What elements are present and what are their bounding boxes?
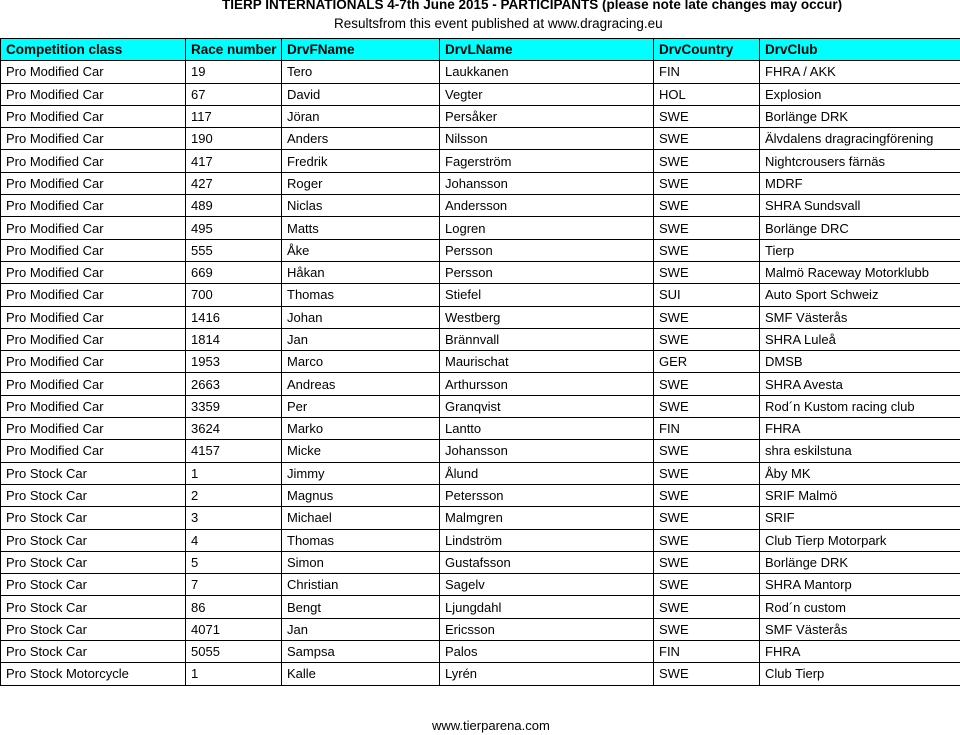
table-cell: 190 (186, 128, 282, 150)
table-cell: Persson (440, 261, 654, 283)
table-row (1, 484, 960, 506)
table-row (1, 507, 960, 529)
table-cell: Nilsson (440, 128, 654, 150)
table-cell: 1416 (186, 306, 282, 328)
table-cell: 5055 (186, 641, 282, 663)
table-row (1, 596, 960, 618)
table-cell: David (282, 83, 440, 105)
table-cell: Auto Sport Schweiz (760, 284, 960, 306)
table-cell: SWE (654, 440, 760, 462)
table-cell: SWE (654, 105, 760, 127)
table-cell: Pro Modified Car (1, 83, 186, 105)
table-row (1, 150, 960, 172)
column-header: Competition class (1, 39, 186, 61)
table-cell: Laukkanen (440, 61, 654, 83)
table-cell: Westberg (440, 306, 654, 328)
table-cell: Pro Modified Car (1, 172, 186, 194)
table-cell: Niclas (282, 195, 440, 217)
table-cell: HOL (654, 83, 760, 105)
table-row (1, 641, 960, 663)
table-row (1, 529, 960, 551)
table-cell: 3359 (186, 395, 282, 417)
table-cell: MDRF (760, 172, 960, 194)
table-row (1, 306, 960, 328)
table-row (1, 61, 960, 83)
table-cell: Sampsa (282, 641, 440, 663)
table-cell: 3624 (186, 418, 282, 440)
table-row (1, 551, 960, 573)
table-cell: Per (282, 395, 440, 417)
table-cell: SWE (654, 261, 760, 283)
table-cell: Persåker (440, 105, 654, 127)
table-cell: SWE (654, 306, 760, 328)
table-cell: Pro Modified Car (1, 328, 186, 350)
column-header: DrvCountry (654, 39, 760, 61)
table-cell: SWE (654, 395, 760, 417)
table-cell: 555 (186, 239, 282, 261)
table-cell: Pro Modified Car (1, 351, 186, 373)
table-row (1, 217, 960, 239)
table-cell: Palos (440, 641, 654, 663)
table-cell: Bengt (282, 596, 440, 618)
table-row (1, 83, 960, 105)
table-cell: SWE (654, 551, 760, 573)
table-cell: SWE (654, 462, 760, 484)
table-header-row (1, 39, 960, 61)
table-cell: SWE (654, 484, 760, 506)
table-cell: SWE (654, 529, 760, 551)
table-cell: 489 (186, 195, 282, 217)
table-row (1, 574, 960, 596)
table-row (1, 462, 960, 484)
table-cell: Nightcrousers färnäs (760, 150, 960, 172)
table-cell: Rod´n Kustom racing club (760, 395, 960, 417)
table-cell: Fredrik (282, 150, 440, 172)
table-cell: 3 (186, 507, 282, 529)
table-cell: Rod´n custom (760, 596, 960, 618)
table-cell: Anders (282, 128, 440, 150)
table-cell: DMSB (760, 351, 960, 373)
column-header: DrvClub (760, 39, 960, 61)
table-cell: Pro Stock Car (1, 596, 186, 618)
table-cell: 700 (186, 284, 282, 306)
table-cell: FIN (654, 61, 760, 83)
table-cell: SWE (654, 239, 760, 261)
table-cell: Persson (440, 239, 654, 261)
table-cell: FHRA (760, 641, 960, 663)
table-cell: FIN (654, 418, 760, 440)
table-cell: SHRA Avesta (760, 373, 960, 395)
table-cell: SHRA Mantorp (760, 574, 960, 596)
table-cell: SWE (654, 128, 760, 150)
table-cell: Pro Stock Car (1, 484, 186, 506)
table-cell: Michael (282, 507, 440, 529)
table-cell: SHRA Sundsvall (760, 195, 960, 217)
table-cell: Petersson (440, 484, 654, 506)
column-header: DrvLName (440, 39, 654, 61)
table-cell: Pro Modified Car (1, 195, 186, 217)
table-cell: Marco (282, 351, 440, 373)
table-row (1, 418, 960, 440)
table-row (1, 195, 960, 217)
table-cell: Lantto (440, 418, 654, 440)
table-cell: Borlänge DRC (760, 217, 960, 239)
table-cell: Pro Modified Car (1, 61, 186, 83)
table-cell: Johansson (440, 172, 654, 194)
table-cell: Club Tierp (760, 663, 960, 685)
table-cell: Åby MK (760, 462, 960, 484)
table-cell: 4 (186, 529, 282, 551)
table-cell: Pro Stock Car (1, 641, 186, 663)
table-cell: Pro Modified Car (1, 284, 186, 306)
participants-table (0, 38, 960, 686)
table-cell: Gustafsson (440, 551, 654, 573)
table-row (1, 395, 960, 417)
table-cell: Jimmy (282, 462, 440, 484)
table-cell: SRIF (760, 507, 960, 529)
table-cell: Pro Modified Car (1, 105, 186, 127)
table-cell: Pro Modified Car (1, 217, 186, 239)
table-row (1, 105, 960, 127)
column-header: Race number (186, 39, 282, 61)
table-cell: GER (654, 351, 760, 373)
table-cell: 1 (186, 462, 282, 484)
table-cell: Brännvall (440, 328, 654, 350)
table-cell: Pro Modified Car (1, 239, 186, 261)
table-cell: 669 (186, 261, 282, 283)
table-cell: Lindström (440, 529, 654, 551)
table-cell: Logren (440, 217, 654, 239)
table-cell: FIN (654, 641, 760, 663)
table-cell: 67 (186, 83, 282, 105)
table-cell: Pro Stock Car (1, 551, 186, 573)
table-cell: Andersson (440, 195, 654, 217)
table-cell: 417 (186, 150, 282, 172)
table-cell: Christian (282, 574, 440, 596)
subtitle-text: Resultsfrom this event published at www.dragracing.eu (334, 16, 663, 31)
table-cell: Pro Modified Car (1, 150, 186, 172)
table-row (1, 618, 960, 640)
column-header: DrvFName (282, 39, 440, 61)
table-cell: SWE (654, 172, 760, 194)
table-cell: SHRA Luleå (760, 328, 960, 350)
table-cell: 4071 (186, 618, 282, 640)
table-cell: Ericsson (440, 618, 654, 640)
table-cell: 1 (186, 663, 282, 685)
table-cell: Maurischat (440, 351, 654, 373)
table-cell: Thomas (282, 284, 440, 306)
table-cell: SWE (654, 328, 760, 350)
table-cell: Matts (282, 217, 440, 239)
table-cell: SMF Västerås (760, 618, 960, 640)
table-row (1, 328, 960, 350)
table-cell: Borlänge DRK (760, 105, 960, 127)
table-cell: 1814 (186, 328, 282, 350)
table-cell: Pro Stock Car (1, 507, 186, 529)
table-row (1, 172, 960, 194)
table-cell: Malmgren (440, 507, 654, 529)
table-cell: 427 (186, 172, 282, 194)
table-cell: Explosion (760, 83, 960, 105)
table-cell: Tierp (760, 239, 960, 261)
table-cell: Pro Stock Motorcycle (1, 663, 186, 685)
table-cell: Pro Modified Car (1, 128, 186, 150)
table-row (1, 351, 960, 373)
table-cell: Tero (282, 61, 440, 83)
table-row (1, 373, 960, 395)
table-row (1, 284, 960, 306)
table-cell: Magnus (282, 484, 440, 506)
table-cell: Pro Modified Car (1, 418, 186, 440)
table-cell: Åke (282, 239, 440, 261)
table-cell: Pro Stock Car (1, 618, 186, 640)
table-cell: Pro Modified Car (1, 306, 186, 328)
table-cell: Arthursson (440, 373, 654, 395)
table-cell: Pro Modified Car (1, 395, 186, 417)
table-cell: Simon (282, 551, 440, 573)
table-cell: Pro Modified Car (1, 373, 186, 395)
table-cell: Stiefel (440, 284, 654, 306)
table-cell: 2663 (186, 373, 282, 395)
table-cell: Älvdalens dragracingförening (760, 128, 960, 150)
table-cell: SUI (654, 284, 760, 306)
table-cell: 86 (186, 596, 282, 618)
table-cell: FHRA / AKK (760, 61, 960, 83)
table-cell: Vegter (440, 83, 654, 105)
table-cell: SWE (654, 574, 760, 596)
table-cell: 495 (186, 217, 282, 239)
table-cell: SWE (654, 618, 760, 640)
table-cell: Granqvist (440, 395, 654, 417)
table-row (1, 663, 960, 685)
table-cell: FHRA (760, 418, 960, 440)
table-cell: Jan (282, 618, 440, 640)
table-cell: Pro Modified Car (1, 440, 186, 462)
table-cell: SWE (654, 217, 760, 239)
table-cell: Jan (282, 328, 440, 350)
table-cell: SWE (654, 507, 760, 529)
table-row (1, 261, 960, 283)
table-cell: 2 (186, 484, 282, 506)
table-cell: SWE (654, 150, 760, 172)
table-cell: Sagelv (440, 574, 654, 596)
table-cell: SWE (654, 596, 760, 618)
table-cell: Ålund (440, 462, 654, 484)
table-cell: Andreas (282, 373, 440, 395)
table-cell: Malmö Raceway Motorklubb (760, 261, 960, 283)
table-cell: SWE (654, 663, 760, 685)
table-cell: 19 (186, 61, 282, 83)
table-cell: Marko (282, 418, 440, 440)
table-cell: Borlänge DRK (760, 551, 960, 573)
table-cell: Pro Stock Car (1, 462, 186, 484)
table-row (1, 128, 960, 150)
page-title: TIERP INTERNATIONALS 4-7th June 2015 - PARTICIPANTS (please note late changes may occur) (222, 0, 843, 12)
table-cell: SWE (654, 195, 760, 217)
table-cell: 117 (186, 105, 282, 127)
table-cell: Jöran (282, 105, 440, 127)
table-cell: Pro Modified Car (1, 261, 186, 283)
table-cell: 5 (186, 551, 282, 573)
table-cell: SWE (654, 373, 760, 395)
table-row (1, 239, 960, 261)
table-cell: Johansson (440, 440, 654, 462)
table-cell: 1953 (186, 351, 282, 373)
table-cell: Lyrén (440, 663, 654, 685)
table-cell: shra eskilstuna (760, 440, 960, 462)
table-cell: 4157 (186, 440, 282, 462)
footer-link: www.tierparena.com (432, 718, 550, 733)
table-cell: Fagerström (440, 150, 654, 172)
table-cell: Ljungdahl (440, 596, 654, 618)
table-cell: Pro Stock Car (1, 529, 186, 551)
table-row (1, 440, 960, 462)
table-cell: SMF Västerås (760, 306, 960, 328)
table-cell: Håkan (282, 261, 440, 283)
table-cell: Pro Stock Car (1, 574, 186, 596)
table-cell: Club Tierp Motorpark (760, 529, 960, 551)
table-cell: Johan (282, 306, 440, 328)
table-cell: Thomas (282, 529, 440, 551)
table-cell: SRIF Malmö (760, 484, 960, 506)
table-cell: Roger (282, 172, 440, 194)
table-cell: 7 (186, 574, 282, 596)
table-cell: Kalle (282, 663, 440, 685)
table-cell: Micke (282, 440, 440, 462)
